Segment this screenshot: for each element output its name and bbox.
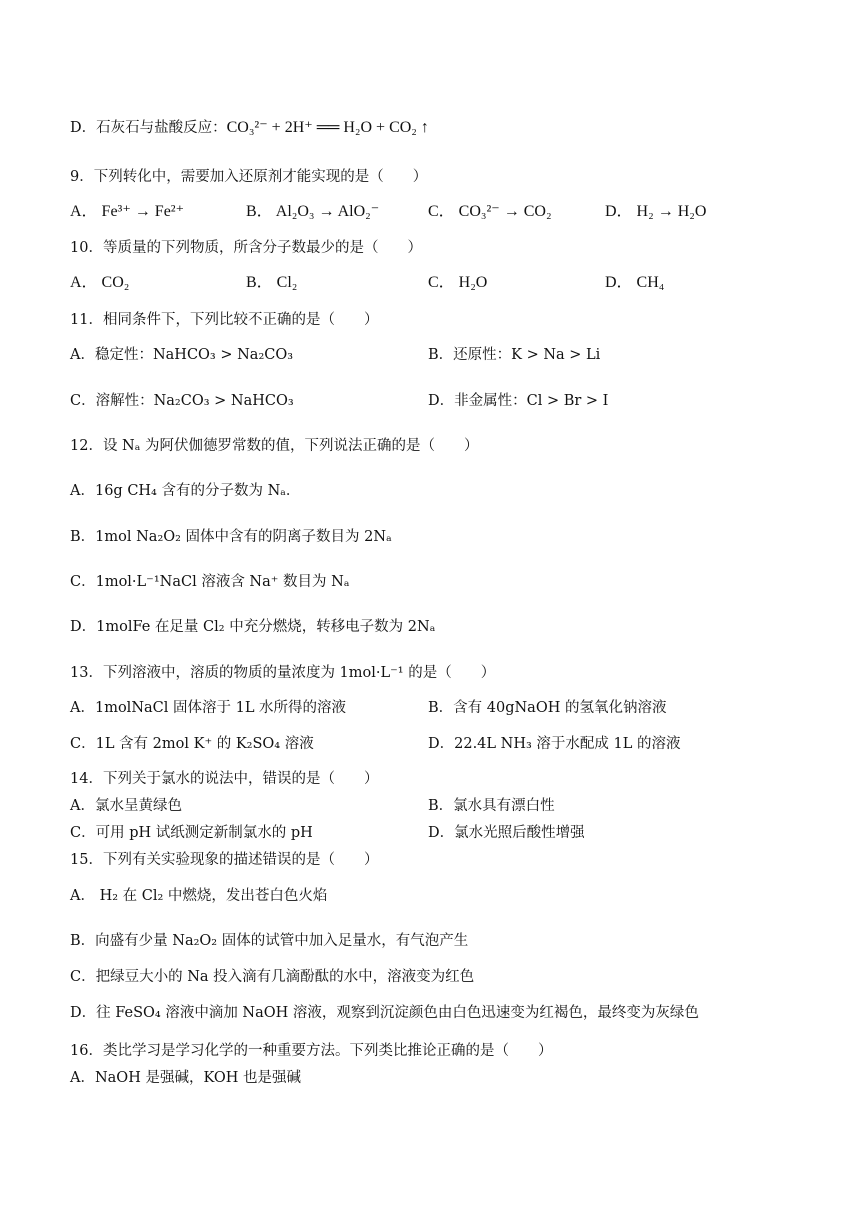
q12-option-d: D．1molFe 在足量 Cl₂ 中充分燃烧，转移电子数为 2Nₐ (70, 619, 436, 635)
q11-option-d: D．非金属性：Cl > Br > I (428, 393, 609, 409)
q11-option-b: B．还原性：K > Na > Li (428, 347, 601, 363)
q10-option-d: D． CH₄ (605, 274, 665, 291)
q13-option-d: D．22.4L NH₃ 溶于水配成 1L 的溶液 (428, 736, 681, 752)
q16-stem: 16．类比学习是学习化学的一种重要方法。下列类比推论正确的是（ ） (70, 1043, 553, 1059)
q11-option-c: C．溶解性：Na₂CO₃ > NaHCO₃ (70, 393, 294, 409)
q13-option-b: B．含有 40gNaOH 的氢氧化钠溶液 (428, 700, 667, 716)
q9-option-c: C． CO₃²⁻ → CO₂ (428, 203, 552, 220)
q14-option-b: B．氯水具有漂白性 (428, 798, 555, 814)
q12-option-b: B．1mol Na₂O₂ 固体中含有的阴离子数目为 2Nₐ (70, 529, 392, 545)
q9-option-d: D． H₂ → H₂O (605, 203, 707, 220)
q9-option-b: B． Al₂O₃ → AlO₂⁻ (246, 203, 380, 220)
q14-option-a: A．氯水呈黄绿色 (70, 798, 182, 814)
q10-option-c: C． H₂O (428, 274, 488, 291)
q10-option-b: B． Cl₂ (246, 274, 298, 291)
q9-option-a: A． Fe³⁺ → Fe²⁺ (70, 203, 185, 220)
q13-stem: 13．下列溶液中，溶质的物质的量浓度为 1mol·L⁻¹ 的是（ ） (70, 665, 496, 681)
q13-option-c: C．1L 含有 2mol K⁺ 的 K₂SO₄ 溶液 (70, 736, 314, 752)
q13-option-a: A．1molNaCl 固体溶于 1L 水所得的溶液 (70, 700, 347, 716)
q15-option-d: D．往 FeSO₄ 溶液中滴加 NaOH 溶液，观察到沉淀颜色由白色迅速变为红褐色，最终变为灰绿色 (70, 1005, 699, 1021)
q12-stem: 12．设 Nₐ 为阿伏伽德罗常数的值，下列说法正确的是（ ） (70, 438, 479, 454)
q8-option-d-label: D．石灰石与盐酸反应： (70, 120, 227, 136)
q10-stem: 10．等质量的下列物质，所含分子数最少的是（ ） (70, 240, 422, 256)
q11-stem: 11．相同条件下，下列比较不正确的是（ ） (70, 312, 379, 328)
q16-option-a: A．NaOH 是强碱，KOH 也是强碱 (70, 1070, 302, 1086)
q15-option-c: C．把绿豆大小的 Na 投入滴有几滴酚酞的水中，溶液变为红色 (70, 969, 475, 985)
q11-option-a: A．稳定性：NaHCO₃ > Na₂CO₃ (70, 347, 294, 363)
q10-option-a: A． CO₂ (70, 274, 130, 291)
q8-option-d (70, 118, 429, 138)
q14-stem: 14．下列关于氯水的说法中，错误的是（ ） (70, 771, 379, 787)
q14-option-d: D．氯水光照后酸性增强 (428, 825, 585, 841)
q15-option-a: A． H₂ 在 Cl₂ 中燃烧，发出苍白色火焰 (70, 888, 328, 904)
q15-option-b: B．向盛有少量 Na₂O₂ 固体的试管中加入足量水，有气泡产生 (70, 933, 469, 949)
q9-stem: 9．下列转化中，需要加入还原剂才能实现的是（ ） (70, 169, 428, 185)
q8-option-d-equation: CO₃²⁻ + 2H⁺ ══ H₂O + CO₂ ↑ (226, 119, 429, 136)
q12-option-c: C．1mol·L⁻¹NaCl 溶液含 Na⁺ 数目为 Nₐ (70, 574, 350, 590)
q14-option-c: C．可用 pH 试纸测定新制氯水的 pH (70, 825, 313, 841)
q15-stem: 15．下列有关实验现象的描述错误的是（ ） (70, 852, 379, 868)
q12-option-a: A．16g CH₄ 含有的分子数为 Nₐ． (70, 483, 301, 499)
